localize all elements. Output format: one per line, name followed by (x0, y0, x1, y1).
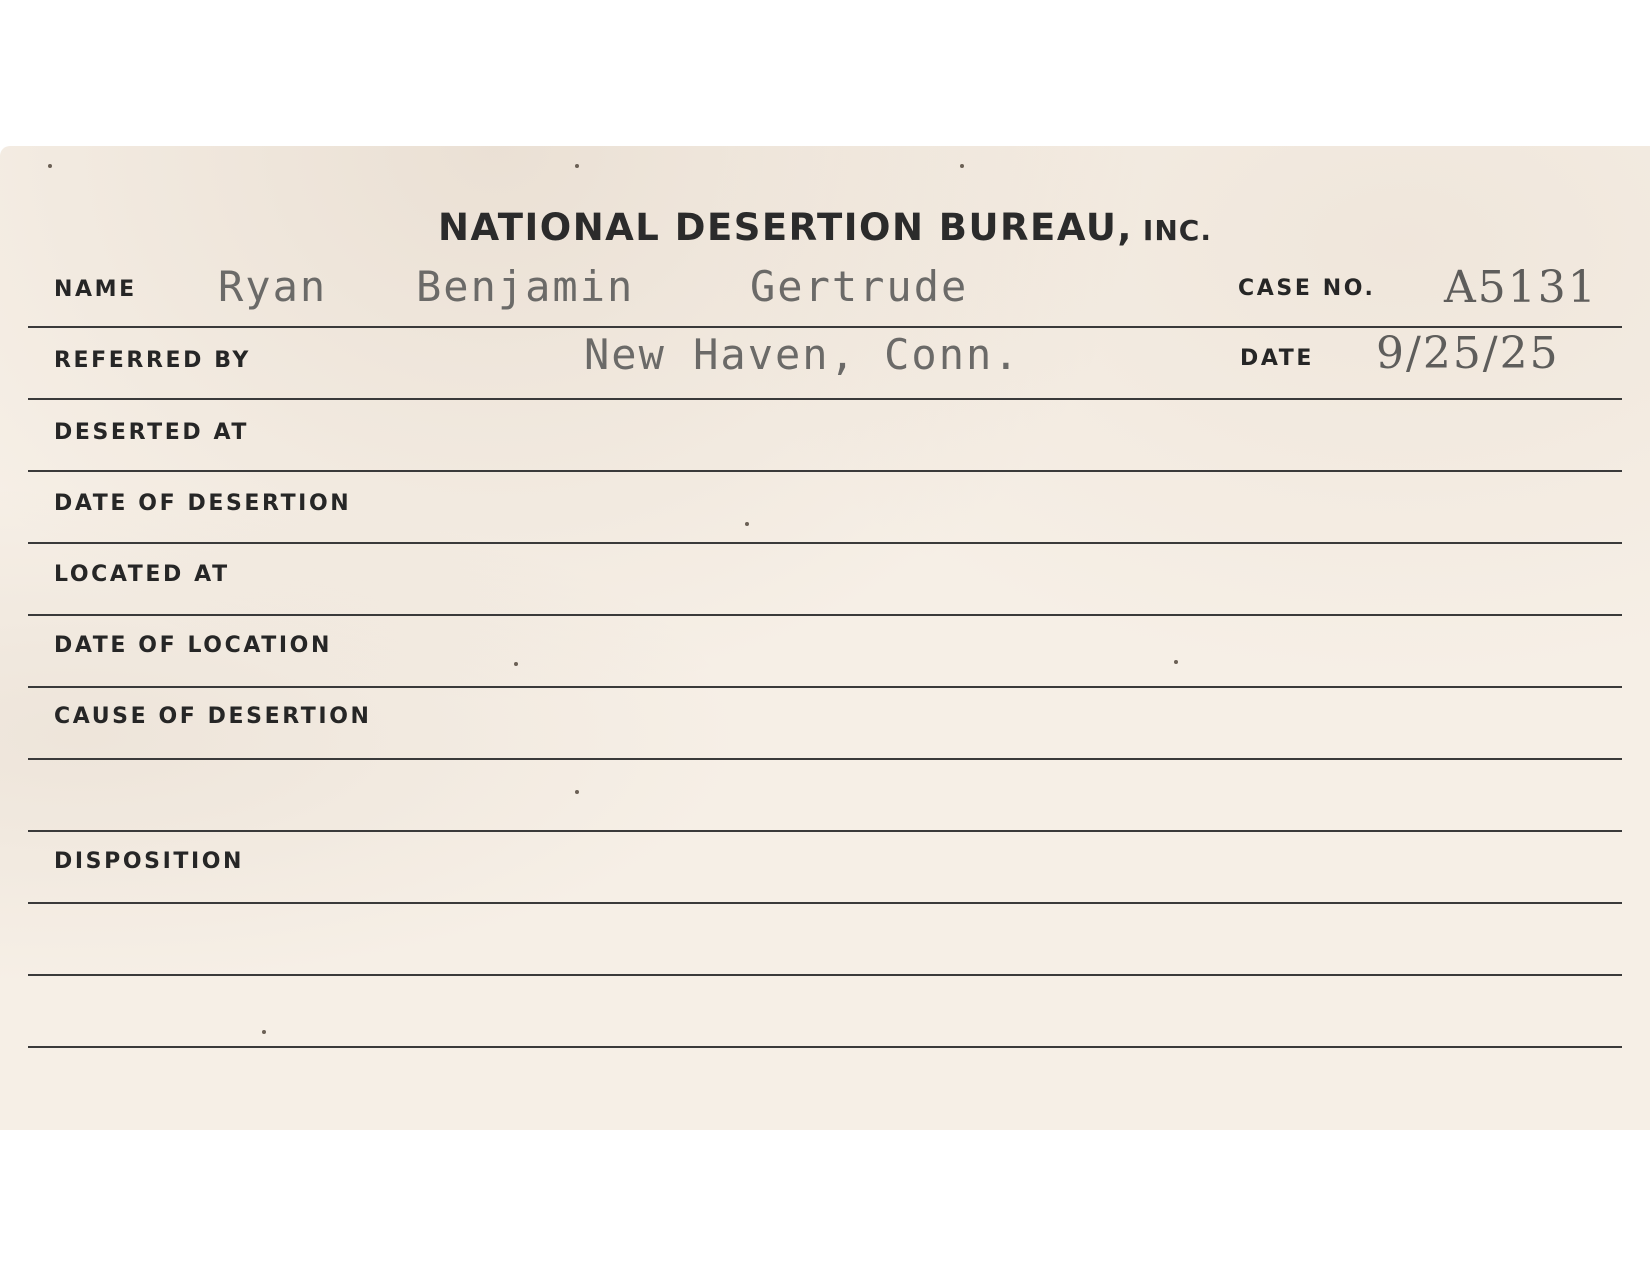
date-of-location-label: DATE OF LOCATION (54, 633, 332, 658)
disposition-rule (28, 902, 1622, 904)
title-main: NATIONAL DESERTION BUREAU, (438, 206, 1133, 249)
paper-speck (575, 164, 579, 168)
deserted-at-label: DESERTED AT (54, 420, 249, 445)
date-label: DATE (1240, 346, 1315, 371)
name-spouse-value: Gertrude (750, 262, 969, 311)
date-value: 9/25/25 (1376, 328, 1560, 379)
title-suffix: INC. (1142, 214, 1212, 247)
name-label: NAME (54, 277, 137, 302)
disposition-label: DISPOSITION (54, 849, 245, 874)
date-of-desertion-label: DATE OF DESERTION (54, 491, 352, 516)
index-card (0, 146, 1650, 1130)
deserted-at-rule (28, 470, 1622, 472)
date-of-location-rule (28, 686, 1622, 688)
paper-speck (960, 164, 964, 168)
cause-of-desertion-rule (28, 758, 1622, 760)
located-at-label: LOCATED AT (54, 562, 230, 587)
referred-by-value: New Haven, Conn. (584, 330, 1021, 379)
paper-speck (575, 790, 579, 794)
date-of-desertion-rule (28, 542, 1622, 544)
disposition-extra-rule-2 (28, 1046, 1622, 1048)
case-no-value: A5131 (1444, 262, 1598, 313)
disposition-extra-rule-1 (28, 974, 1622, 976)
paper-speck (745, 522, 749, 526)
cause-of-desertion-label: CAUSE OF DESERTION (54, 704, 372, 729)
cause-of-desertion-extra-rule (28, 830, 1622, 832)
case-no-label: CASE NO. (1238, 276, 1376, 301)
referred-by-rule (28, 398, 1622, 400)
located-at-rule (28, 614, 1622, 616)
paper-speck (48, 164, 52, 168)
card-title (0, 206, 1650, 249)
paper-speck (1174, 660, 1178, 664)
paper-speck (514, 662, 518, 666)
referred-by-label: REFERRED BY (54, 348, 251, 373)
name-last-value: Ryan (218, 262, 328, 311)
name-first-value: Benjamin (416, 262, 635, 311)
paper-speck (262, 1030, 266, 1034)
